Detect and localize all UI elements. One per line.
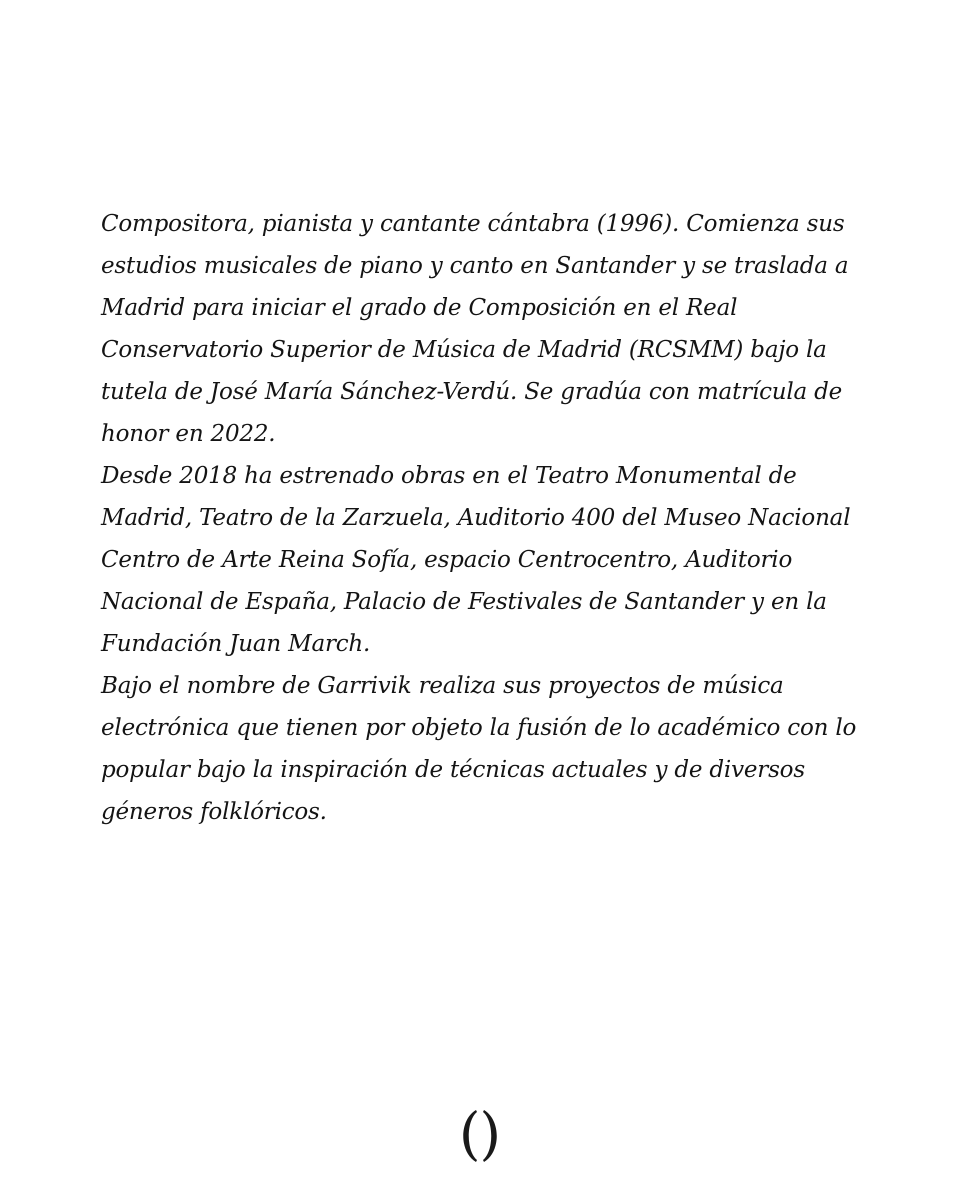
- biography-text: [101, 203, 871, 833]
- bio-paragraph-3: Bajo el nombre de Garrivik realiza sus proyectos de música electrónica que tienen por objeto la fusión de lo académico con lo popular bajo la inspiración de técnicas actuales y de diversos géneros folklóricos.: [101, 673, 857, 825]
- bio-paragraph-2: Desde 2018 ha estrenado obras en el Teatro Monumental de Madrid, Teatro de la Zarzuela, Auditorio 400 del Museo Nacional Centro de Arte Reina Sofía, espacio Centrocentro, Auditorio Nacional de España, Palacio de Festivales de Santander y en la Fundación Juan March.: [101, 463, 851, 657]
- parentheses-logo-icon: [455, 1108, 505, 1164]
- bio-paragraph-1: Compositora, pianista y cantante cántabra (1996). Comienza sus estudios musicales de piano y canto en Santander y se traslada a Madrid para iniciar el grado de Composición en el Real Conservatorio Superior de Música de Madrid (RCSMM) bajo la tutela de José María Sánchez-Verdú. Se gradúa con matrícula de honor en 2022.: [101, 211, 849, 447]
